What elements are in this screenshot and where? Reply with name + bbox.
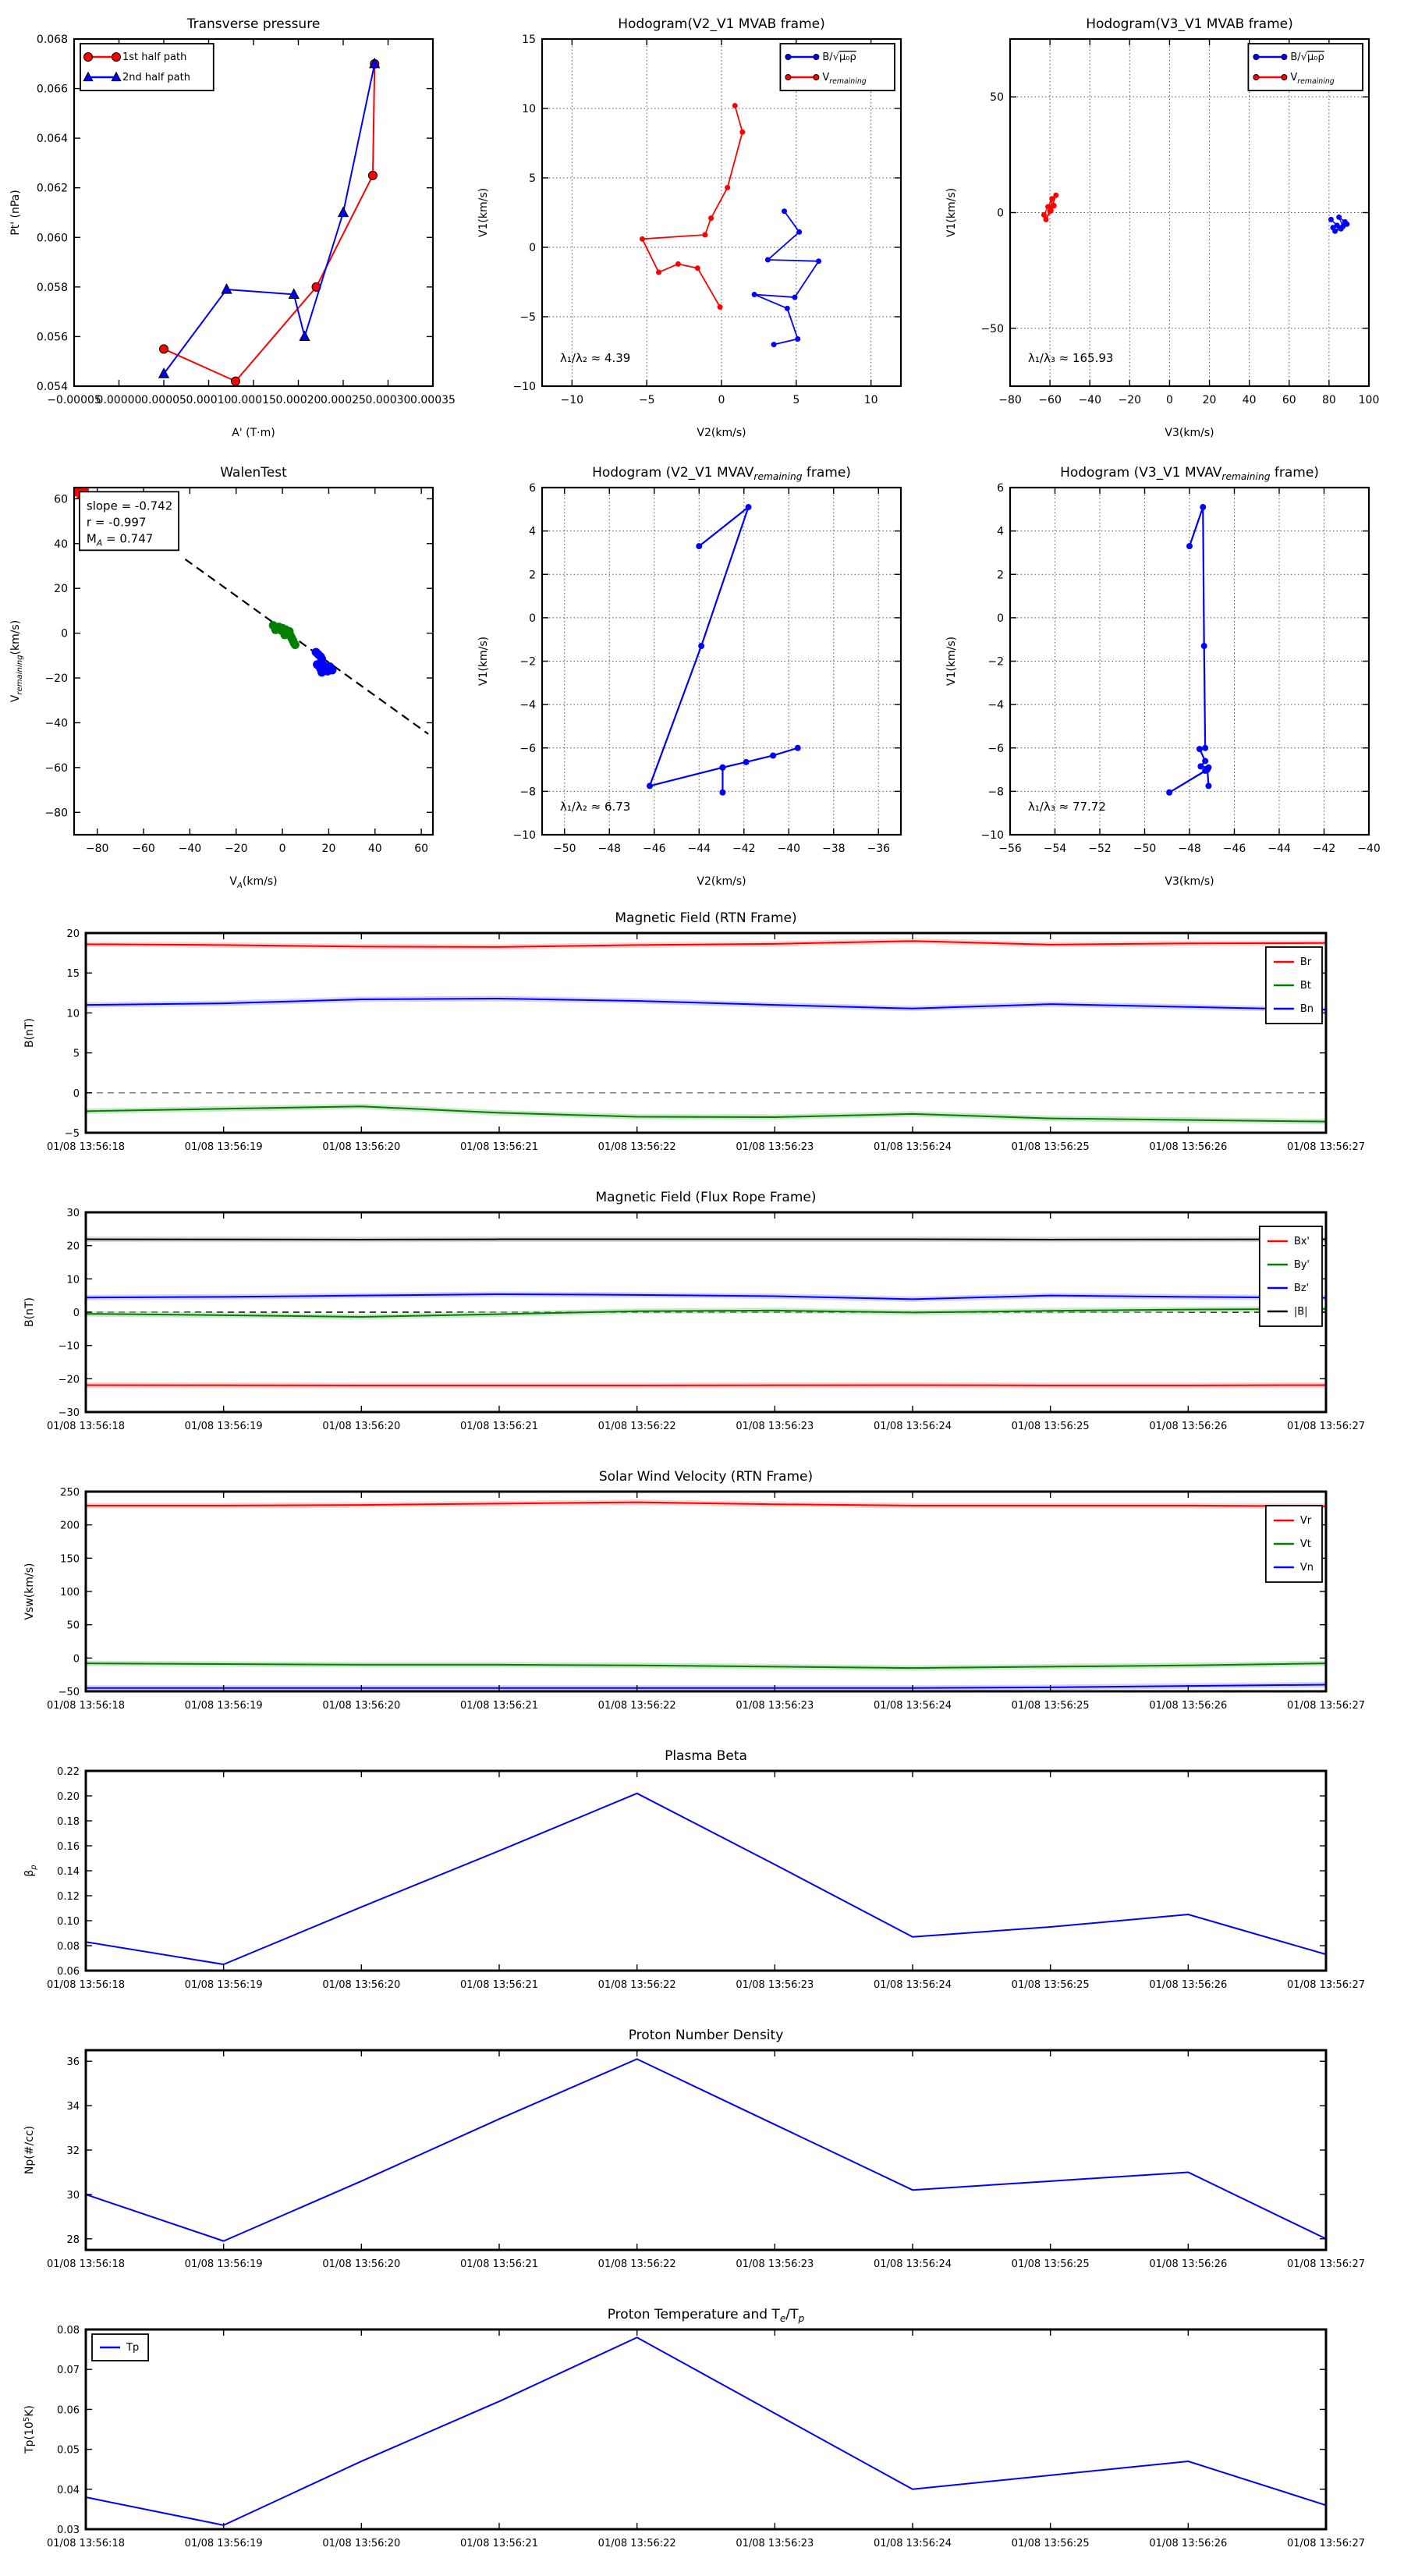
svg-text:01/08 13:56:26: 01/08 13:56:26 — [1149, 1421, 1228, 1432]
svg-text:Hodogram (V2_V1 MVAVremaining: Hodogram (V2_V1 $MVAV_{remaining}$ frame) — [592, 465, 851, 482]
svg-text:−5: −5 — [64, 1128, 80, 1140]
svg-text:−44: −44 — [1268, 843, 1291, 855]
svg-text:−42: −42 — [732, 843, 756, 855]
svg-text:200: 200 — [60, 1520, 80, 1532]
svg-text:0.08: 0.08 — [57, 2325, 80, 2336]
svg-text:01/08 13:56:26: 01/08 13:56:26 — [1149, 2258, 1228, 2270]
svg-text:B/√μ₀ρ: B/√μ₀ρ — [822, 51, 856, 63]
svg-text:01/08 13:56:21: 01/08 13:56:21 — [460, 2538, 538, 2549]
svg-text:0.03: 0.03 — [57, 2525, 80, 2536]
svg-text:4: 4 — [997, 525, 1004, 538]
svg-text:0.00005: 0.00005 — [141, 394, 186, 406]
svg-text:−52: −52 — [1088, 843, 1112, 855]
svg-text:|B|: |B| — [1293, 1306, 1308, 1318]
svg-text:Transverse pressure: Transverse pressure — [186, 16, 321, 32]
svg-text:−42: −42 — [1312, 843, 1336, 855]
chart-hodogram-v3v1-mvav — [936, 449, 1404, 897]
svg-text:0: 0 — [718, 394, 725, 406]
svg-text:0.00030: 0.00030 — [365, 394, 411, 406]
svg-text:01/08 13:56:24: 01/08 13:56:24 — [874, 1421, 952, 1432]
svg-text:B/√μ₀ρ: B/√μ₀ρ — [1290, 51, 1324, 63]
svg-text:15: 15 — [66, 968, 80, 981]
svg-text:0.04: 0.04 — [57, 2484, 80, 2496]
svg-text:Vn: Vn — [1299, 1562, 1314, 1574]
svg-text:Solar Wind Velocity (RTN Frame: Solar Wind Velocity (RTN Frame) — [598, 1469, 814, 1485]
svg-text:80: 80 — [1321, 394, 1336, 406]
svg-text:−60: −60 — [1038, 394, 1062, 406]
svg-text:V2(km/s): V2(km/s) — [697, 875, 746, 888]
top-plot-grid — [0, 0, 1404, 897]
svg-text:λ₁/λ₂ ≈ 4.39: λ₁/λ₂ ≈ 4.39 — [560, 350, 631, 365]
svg-text:Bz': Bz' — [1293, 1283, 1310, 1294]
svg-text:−20: −20 — [44, 672, 68, 686]
svg-text:0.08: 0.08 — [57, 1941, 80, 1953]
svg-text:20: 20 — [1202, 394, 1217, 406]
svg-text:01/08 13:56:21: 01/08 13:56:21 — [460, 1700, 538, 1712]
svg-text:5: 5 — [792, 394, 800, 406]
svg-text:0: 0 — [997, 612, 1004, 625]
svg-text:10: 10 — [863, 394, 878, 406]
svg-text:01/08 13:56:22: 01/08 13:56:22 — [597, 1141, 676, 1153]
svg-text:WalenTest: WalenTest — [220, 465, 287, 481]
svg-text:01/08 13:56:25: 01/08 13:56:25 — [1011, 2258, 1090, 2270]
svg-text:0.060: 0.060 — [36, 232, 68, 245]
svg-text:V1(km/s): V1(km/s) — [477, 187, 490, 238]
svg-text:0.054: 0.054 — [36, 381, 68, 393]
chart-hodogram-v2v1-mvab — [468, 0, 936, 449]
svg-text:20: 20 — [54, 583, 68, 596]
svg-text:−8: −8 — [519, 786, 536, 799]
svg-text:01/08 13:56:21: 01/08 13:56:21 — [460, 1141, 538, 1153]
svg-text:01/08 13:56:26: 01/08 13:56:26 — [1149, 2538, 1228, 2549]
svg-text:A' (T·m): A' (T·m) — [232, 427, 275, 439]
chart-transverse-pressure — [0, 0, 468, 449]
chart-plasma-beta — [0, 1735, 1404, 2014]
svg-text:01/08 13:56:18: 01/08 13:56:18 — [47, 1141, 125, 1153]
time-series-stack — [0, 897, 1404, 2573]
svg-text:100: 100 — [1358, 394, 1380, 406]
svg-text:32: 32 — [66, 2145, 80, 2157]
svg-text:01/08 13:56:27: 01/08 13:56:27 — [1287, 1141, 1365, 1153]
svg-text:0.068: 0.068 — [36, 34, 68, 46]
svg-text:V2(km/s): V2(km/s) — [697, 427, 746, 439]
svg-text:01/08 13:56:23: 01/08 13:56:23 — [736, 1700, 814, 1712]
svg-text:λ₁/λ₃ ≈ 77.72: λ₁/λ₃ ≈ 77.72 — [1028, 799, 1106, 814]
svg-text:0.22: 0.22 — [57, 1766, 80, 1778]
svg-text:−20: −20 — [224, 843, 248, 855]
svg-text:5: 5 — [73, 1048, 80, 1060]
plot-svg-hodogram-v2v1-mvab — [468, 0, 936, 449]
svg-text:28: 28 — [66, 2234, 80, 2246]
svg-text:01/08 13:56:25: 01/08 13:56:25 — [1011, 1421, 1090, 1432]
svg-text:01/08 13:56:27: 01/08 13:56:27 — [1287, 2538, 1365, 2549]
svg-text:−50: −50 — [552, 843, 576, 855]
svg-text:0.062: 0.062 — [36, 182, 68, 195]
svg-text:V1(km/s): V1(km/s) — [477, 636, 490, 687]
plot-svg-hodogram-v3v1-mvab — [936, 0, 1404, 449]
svg-text:15: 15 — [522, 34, 536, 46]
svg-text:λ₁/λ₃ ≈ 165.93: λ₁/λ₃ ≈ 165.93 — [1028, 350, 1114, 365]
svg-text:Plasma Beta: Plasma Beta — [665, 1748, 747, 1764]
svg-text:01/08 13:56:19: 01/08 13:56:19 — [184, 1700, 263, 1712]
svg-text:βp: $\beta_p$ — [23, 1865, 38, 1877]
svg-text:10: 10 — [66, 1008, 80, 1020]
svg-text:01/08 13:56:21: 01/08 13:56:21 — [460, 2258, 538, 2270]
svg-text:01/08 13:56:26: 01/08 13:56:26 — [1149, 1979, 1228, 1991]
svg-text:λ₁/λ₂ ≈ 6.73: λ₁/λ₂ ≈ 6.73 — [560, 799, 631, 814]
svg-text:01/08 13:56:18: 01/08 13:56:18 — [47, 1700, 125, 1712]
svg-text:01/08 13:56:19: 01/08 13:56:19 — [184, 2258, 263, 2270]
svg-text:VA(km/s): $V_A(km/s)$ — [229, 875, 278, 890]
svg-text:−38: −38 — [821, 843, 846, 855]
svg-text:0.14: 0.14 — [57, 1866, 80, 1878]
plot-svg-hodogram-v2v1-mvav — [468, 449, 936, 897]
svg-text:50: 50 — [990, 91, 1004, 105]
svg-text:Pt' (nPa): Pt' (nPa) — [9, 190, 22, 236]
svg-text:01/08 13:56:18: 01/08 13:56:18 — [47, 1421, 125, 1432]
plot-svg-solar-wind-velocity-rtn — [0, 1456, 1404, 1735]
svg-text:34: 34 — [66, 2101, 80, 2113]
svg-text:10: 10 — [522, 103, 536, 115]
svg-text:−10: −10 — [560, 394, 584, 406]
plot-svg-proton-temperature — [0, 2294, 1404, 2573]
svg-text:60: 60 — [414, 843, 429, 855]
svg-text:−46: −46 — [1222, 843, 1246, 855]
svg-text:01/08 13:56:24: 01/08 13:56:24 — [874, 1141, 952, 1153]
svg-text:−40: −40 — [777, 843, 801, 855]
svg-text:−5: −5 — [638, 394, 655, 406]
svg-text:Vremaining: $V_{remaining}$ — [822, 72, 867, 86]
svg-text:60: 60 — [1282, 394, 1296, 406]
svg-text:Hodogram(V2_V1 MVAB frame): Hodogram(V2_V1 MVAB frame) — [618, 16, 825, 32]
svg-text:−20: −20 — [1118, 394, 1142, 406]
svg-text:−2: −2 — [987, 655, 1004, 669]
svg-text:0.20: 0.20 — [57, 1791, 80, 1803]
svg-text:2: 2 — [529, 569, 536, 582]
svg-text:Magnetic Field (Flux Rope Fram: Magnetic Field (Flux Rope Frame) — [595, 1190, 817, 1205]
svg-text:01/08 13:56:25: 01/08 13:56:25 — [1011, 1700, 1090, 1712]
svg-text:−46: −46 — [642, 843, 666, 855]
svg-text:0: 0 — [1165, 394, 1173, 406]
svg-text:Magnetic Field (RTN Frame): Magnetic Field (RTN Frame) — [615, 910, 797, 926]
svg-text:0.05: 0.05 — [57, 2444, 80, 2457]
svg-text:−20: −20 — [58, 1374, 80, 1386]
svg-text:−10: −10 — [512, 381, 536, 393]
svg-text:01/08 13:56:18: 01/08 13:56:18 — [47, 2538, 125, 2549]
svg-text:0.058: 0.058 — [36, 281, 68, 294]
svg-text:r = -0.997: r = -0.997 — [86, 515, 147, 530]
svg-text:−6: −6 — [519, 742, 536, 755]
plot-svg-proton-number-density — [0, 2014, 1404, 2294]
chart-solar-wind-velocity — [0, 1456, 1404, 1735]
svg-text:01/08 13:56:23: 01/08 13:56:23 — [736, 2538, 814, 2549]
svg-text:0.10: 0.10 — [57, 1916, 80, 1928]
svg-text:2nd half path: 2nd half path — [122, 72, 190, 83]
svg-text:B(nT): B(nT) — [23, 1018, 36, 1048]
svg-text:Bn: Bn — [1299, 1003, 1314, 1015]
svg-text:01/08 13:56:20: 01/08 13:56:20 — [322, 2538, 401, 2549]
svg-text:01/08 13:56:22: 01/08 13:56:22 — [597, 1421, 676, 1432]
svg-text:0.00000: 0.00000 — [96, 394, 142, 406]
svg-text:01/08 13:56:24: 01/08 13:56:24 — [874, 1700, 952, 1712]
svg-text:V3(km/s): V3(km/s) — [1165, 875, 1214, 888]
svg-text:Vt: Vt — [1299, 1538, 1311, 1550]
svg-text:0.00025: 0.00025 — [321, 394, 366, 406]
svg-text:1st half path: 1st half path — [122, 51, 187, 63]
svg-text:−60: −60 — [44, 761, 68, 775]
svg-text:01/08 13:56:25: 01/08 13:56:25 — [1011, 2538, 1090, 2549]
svg-text:250: 250 — [60, 1487, 80, 1499]
svg-text:40: 40 — [367, 843, 382, 855]
svg-text:01/08 13:56:19: 01/08 13:56:19 — [184, 1141, 263, 1153]
svg-text:01/08 13:56:18: 01/08 13:56:18 — [47, 2258, 125, 2270]
svg-text:−56: −56 — [998, 843, 1022, 855]
svg-text:V3(km/s): V3(km/s) — [1165, 427, 1214, 439]
svg-text:−50: −50 — [1133, 843, 1157, 855]
svg-text:01/08 13:56:27: 01/08 13:56:27 — [1287, 1700, 1365, 1712]
svg-text:Proton Temperature and Te/Tp: Proton Temperature and $T_e/T_p$ — [607, 2307, 805, 2324]
svg-text:5: 5 — [529, 172, 536, 185]
svg-text:0: 0 — [73, 1653, 80, 1666]
svg-text:01/08 13:56:26: 01/08 13:56:26 — [1149, 1141, 1228, 1153]
svg-text:−40: −40 — [1078, 394, 1101, 406]
svg-text:Vsw(km/s): Vsw(km/s) — [23, 1563, 36, 1620]
chart-hodogram-v2v1-mvav — [468, 449, 936, 897]
svg-text:01/08 13:56:20: 01/08 13:56:20 — [322, 1421, 401, 1432]
svg-text:By': By' — [1293, 1259, 1310, 1271]
svg-text:01/08 13:56:22: 01/08 13:56:22 — [597, 1700, 676, 1712]
svg-text:01/08 13:56:19: 01/08 13:56:19 — [184, 1979, 263, 1991]
svg-text:0: 0 — [73, 1088, 80, 1100]
svg-text:slope = -0.742: slope = -0.742 — [86, 499, 173, 513]
svg-text:01/08 13:56:26: 01/08 13:56:26 — [1149, 1700, 1228, 1712]
svg-text:01/08 13:56:23: 01/08 13:56:23 — [736, 1979, 814, 1991]
svg-text:0.00035: 0.00035 — [410, 394, 456, 406]
svg-text:01/08 13:56:21: 01/08 13:56:21 — [460, 1979, 538, 1991]
svg-text:0: 0 — [278, 843, 286, 855]
svg-text:Vremaining: $V_{remaining}$ — [1290, 72, 1335, 86]
svg-text:6: 6 — [997, 482, 1004, 495]
svg-text:01/08 13:56:24: 01/08 13:56:24 — [874, 1979, 952, 1991]
svg-text:0.056: 0.056 — [36, 331, 68, 344]
svg-text:6: 6 — [529, 482, 536, 495]
svg-text:Tp: Tp — [126, 2342, 140, 2354]
svg-text:0.00015: 0.00015 — [231, 394, 276, 406]
svg-text:0: 0 — [73, 1308, 80, 1319]
svg-text:Vr: Vr — [1299, 1515, 1312, 1527]
svg-text:60: 60 — [54, 493, 68, 506]
chart-magnetic-field-rtn — [0, 897, 1404, 1176]
svg-text:−50: −50 — [980, 322, 1004, 335]
svg-text:Bt: Bt — [1299, 980, 1311, 992]
svg-text:Vremaining(km/s): $V_{remaining}(km/s)$ — [9, 619, 24, 703]
svg-text:36: 36 — [66, 2056, 80, 2069]
svg-text:01/08 13:56:25: 01/08 13:56:25 — [1011, 1141, 1090, 1153]
svg-text:40: 40 — [54, 538, 68, 551]
svg-text:01/08 13:56:25: 01/08 13:56:25 — [1011, 1979, 1090, 1991]
chart-magnetic-field-flux-rope — [0, 1176, 1404, 1456]
plot-svg-magnetic-field-rtn — [0, 897, 1404, 1176]
svg-text:Proton Number Density: Proton Number Density — [628, 2028, 784, 2043]
svg-text:01/08 13:56:24: 01/08 13:56:24 — [874, 2538, 952, 2549]
svg-text:−54: −54 — [1043, 843, 1067, 855]
svg-text:10: 10 — [66, 1274, 80, 1286]
svg-text:150: 150 — [60, 1553, 80, 1566]
svg-text:MA = 0.747: $M_A = 0.747$ — [86, 531, 154, 548]
svg-text:01/08 13:56:20: 01/08 13:56:20 — [322, 1141, 401, 1153]
chart-proton-number-density — [0, 2014, 1404, 2294]
svg-text:20: 20 — [66, 928, 80, 940]
svg-text:01/08 13:56:21: 01/08 13:56:21 — [460, 1421, 538, 1432]
svg-text:01/08 13:56:19: 01/08 13:56:19 — [184, 2538, 263, 2549]
svg-text:0.07: 0.07 — [57, 2365, 80, 2377]
svg-text:0.12: 0.12 — [57, 1891, 80, 1903]
plot-svg-magnetic-field-flux-rope — [0, 1176, 1404, 1456]
svg-text:0.064: 0.064 — [36, 133, 68, 146]
svg-text:−4: −4 — [519, 699, 536, 712]
svg-text:0: 0 — [61, 627, 68, 640]
svg-text:−40: −40 — [178, 843, 202, 855]
svg-text:Bx': Bx' — [1293, 1236, 1310, 1247]
svg-text:100: 100 — [60, 1587, 80, 1598]
svg-text:20: 20 — [321, 843, 336, 855]
svg-text:−80: −80 — [85, 843, 109, 855]
svg-text:−10: −10 — [58, 1340, 80, 1353]
svg-text:01/08 13:56:23: 01/08 13:56:23 — [736, 1141, 814, 1153]
svg-text:01/08 13:56:24: 01/08 13:56:24 — [874, 2258, 952, 2270]
svg-text:20: 20 — [66, 1240, 80, 1253]
svg-text:0.18: 0.18 — [57, 1816, 80, 1828]
svg-text:−48: −48 — [597, 843, 622, 855]
svg-text:−50: −50 — [58, 1687, 80, 1698]
svg-text:0: 0 — [529, 242, 536, 254]
svg-text:−40: −40 — [44, 717, 68, 730]
svg-text:−10: −10 — [980, 829, 1004, 842]
chart-walen-test — [0, 449, 468, 897]
svg-text:−44: −44 — [687, 843, 711, 855]
chart-hodogram-v3v1-mvab — [936, 0, 1404, 449]
svg-text:01/08 13:56:20: 01/08 13:56:20 — [322, 2258, 401, 2270]
svg-text:−80: −80 — [998, 394, 1022, 406]
svg-text:01/08 13:56:22: 01/08 13:56:22 — [597, 1979, 676, 1991]
svg-text:0.00020: 0.00020 — [275, 394, 321, 406]
svg-text:−40: −40 — [1357, 843, 1381, 855]
svg-text:40: 40 — [1242, 394, 1257, 406]
svg-text:−0.00005: −0.00005 — [47, 394, 101, 406]
svg-text:01/08 13:56:18: 01/08 13:56:18 — [47, 1979, 125, 1991]
svg-text:−5: −5 — [519, 311, 536, 324]
svg-text:Hodogram(V3_V1 MVAB frame): Hodogram(V3_V1 MVAB frame) — [1086, 16, 1293, 32]
plot-svg-hodogram-v3v1-mvav — [936, 449, 1404, 897]
svg-text:0.00010: 0.00010 — [186, 394, 232, 406]
svg-text:0.16: 0.16 — [57, 1841, 80, 1853]
svg-text:0.06: 0.06 — [57, 2404, 80, 2417]
svg-text:0: 0 — [529, 612, 536, 625]
plot-svg-plasma-beta — [0, 1735, 1404, 2014]
svg-text:01/08 13:56:19: 01/08 13:56:19 — [184, 1421, 263, 1432]
svg-text:01/08 13:56:27: 01/08 13:56:27 — [1287, 1979, 1365, 1991]
svg-text:0.06: 0.06 — [57, 1966, 80, 1978]
svg-text:01/08 13:56:23: 01/08 13:56:23 — [736, 2258, 814, 2270]
svg-text:01/08 13:56:22: 01/08 13:56:22 — [597, 2258, 676, 2270]
svg-text:Tp(105K): $Tp(10^5K)$ — [23, 2405, 36, 2454]
chart-proton-temperature — [0, 2294, 1404, 2573]
svg-text:−2: −2 — [519, 655, 536, 669]
svg-text:Br: Br — [1299, 956, 1312, 968]
svg-text:2: 2 — [997, 569, 1004, 582]
plot-svg-walen-test — [0, 449, 468, 897]
svg-text:−48: −48 — [1178, 843, 1201, 855]
svg-text:−8: −8 — [987, 786, 1004, 799]
svg-text:V1(km/s): V1(km/s) — [945, 187, 958, 238]
svg-text:01/08 13:56:27: 01/08 13:56:27 — [1287, 1421, 1365, 1432]
svg-text:30: 30 — [66, 1208, 80, 1219]
svg-text:B(nT): B(nT) — [23, 1297, 36, 1327]
svg-text:01/08 13:56:27: 01/08 13:56:27 — [1287, 2258, 1365, 2270]
svg-text:V1(km/s): V1(km/s) — [945, 636, 958, 687]
svg-text:Np(#/cc): Np(#/cc) — [23, 2125, 36, 2175]
svg-text:50: 50 — [66, 1620, 80, 1632]
svg-text:−60: −60 — [132, 843, 155, 855]
svg-text:−36: −36 — [867, 843, 891, 855]
svg-text:0.066: 0.066 — [36, 83, 68, 96]
svg-text:−6: −6 — [987, 742, 1004, 755]
plot-svg-transverse-pressure — [0, 0, 468, 449]
svg-text:−80: −80 — [44, 807, 68, 820]
svg-text:Hodogram (V3_V1 MVAVremaining: Hodogram (V3_V1 $MVAV_{remaining}$ frame) — [1060, 465, 1319, 482]
svg-text:01/08 13:56:22: 01/08 13:56:22 — [597, 2538, 676, 2549]
svg-text:4: 4 — [529, 525, 536, 538]
svg-text:01/08 13:56:20: 01/08 13:56:20 — [322, 1700, 401, 1712]
svg-text:0: 0 — [997, 207, 1004, 220]
svg-text:−10: −10 — [512, 829, 536, 842]
svg-text:30: 30 — [66, 2189, 80, 2202]
svg-text:−4: −4 — [987, 699, 1004, 712]
svg-text:−30: −30 — [58, 1407, 80, 1419]
svg-text:01/08 13:56:20: 01/08 13:56:20 — [322, 1979, 401, 1991]
svg-text:01/08 13:56:23: 01/08 13:56:23 — [736, 1421, 814, 1432]
